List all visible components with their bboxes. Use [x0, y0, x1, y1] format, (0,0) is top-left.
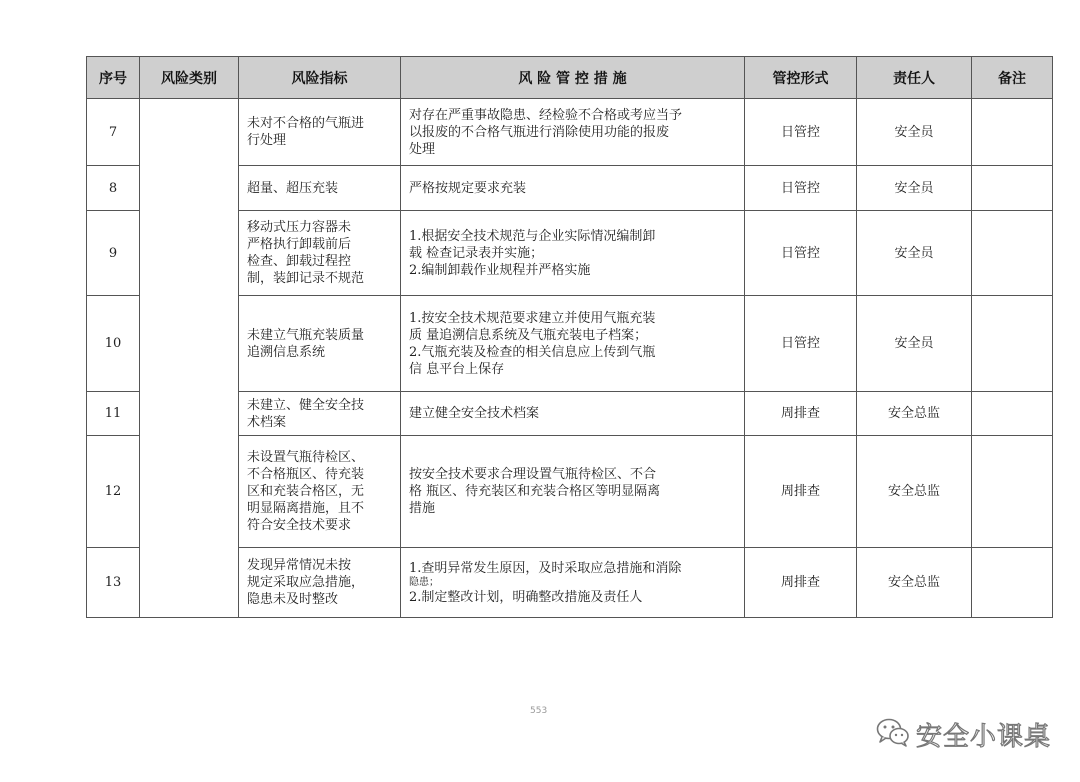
header-remarks: 备注 [972, 57, 1053, 99]
table-row [87, 99, 1053, 166]
risk-category-cell [140, 99, 239, 618]
row-indicator: 未建立、健全安全技 术档案 [239, 392, 401, 436]
row-remarks [972, 436, 1053, 548]
row-remarks [972, 99, 1053, 166]
row-indicator: 超量、超压充装 [239, 166, 401, 211]
wechat-icon [876, 717, 910, 751]
header-seq: 序号 [87, 57, 140, 99]
row-form: 周排查 [745, 392, 857, 436]
row-seq: 7 [87, 99, 140, 166]
row-form: 日管控 [745, 166, 857, 211]
row-form: 日管控 [745, 99, 857, 166]
watermark [876, 716, 1051, 752]
row-indicator: 移动式压力容器未 严格执行卸载前后 检查、卸载过程控 制，装卸记录不规范 [239, 211, 401, 296]
table-header-row [87, 57, 1053, 99]
row-person: 安全总监 [857, 392, 972, 436]
watermark-text: 安全小课桌 [916, 721, 1052, 752]
row-remarks [972, 392, 1053, 436]
row-person: 安全员 [857, 211, 972, 296]
row-measures: 建立健全安全技术档案 [401, 392, 745, 436]
row-remarks [972, 296, 1053, 392]
row-person: 安全总监 [857, 436, 972, 548]
row-measures: 1.按安全技术规范要求建立并使用气瓶充装 质 量追溯信息系统及气瓶充装电子档案； 2.气瓶充装及检查的相关信息应上传到气瓶 信 息平台上保存 [401, 296, 745, 392]
row-form: 周排查 [745, 548, 857, 618]
row-person: 安全员 [857, 166, 972, 211]
row-remarks [972, 211, 1053, 296]
row-indicator: 未设置气瓶待检区、 不合格瓶区、待充装 区和充装合格区，无 明显隔离措施，且不 符合安全技术要求 [239, 436, 401, 548]
risk-control-table [86, 56, 1053, 618]
row-measures: 严格按规定要求充装 [401, 166, 745, 211]
row-seq: 13 [87, 548, 140, 618]
row-measures: 1.根据安全技术规范与企业实际情况编制卸 载 检查记录表并实施； 2.编制卸载作业规程并严格实施 [401, 211, 745, 296]
row-indicator: 未对不合格的气瓶进 行处理 [239, 99, 401, 166]
row-remarks [972, 548, 1053, 618]
row-form: 日管控 [745, 296, 857, 392]
header-indicator: 风险指标 [239, 57, 401, 99]
header-category: 风险类别 [140, 57, 239, 99]
row-seq: 11 [87, 392, 140, 436]
row-person: 安全员 [857, 296, 972, 392]
row-measures: 1.查明异常发生原因，及时采取应急措施和消除 隐患； 2.制定整改计划，明确整改措施及责任人 [401, 548, 745, 618]
row-seq: 10 [87, 296, 140, 392]
row-form: 日管控 [745, 211, 857, 296]
row-indicator: 发现异常情况未按 规定采取应急措施， 隐患未及时整改 [239, 548, 401, 618]
header-form: 管控形式 [745, 57, 857, 99]
row-remarks [972, 166, 1053, 211]
row-person: 安全员 [857, 99, 972, 166]
row-indicator: 未建立气瓶充装质量 追溯信息系统 [239, 296, 401, 392]
header-person: 责任人 [857, 57, 972, 99]
row-seq: 9 [87, 211, 140, 296]
header-measures: 风 险 管 控 措 施 [401, 57, 745, 99]
row-seq: 12 [87, 436, 140, 548]
row-form: 周排查 [745, 436, 857, 548]
page-number: 553 [530, 706, 548, 716]
row-measures: 按安全技术要求合理设置气瓶待检区、不合 格 瓶区、待充装区和充装合格区等明显隔离 措施 [401, 436, 745, 548]
row-person: 安全总监 [857, 548, 972, 618]
row-measures: 对存在严重事故隐患、经检验不合格或考应当予 以报废的不合格气瓶进行消除使用功能的报废 处理 [401, 99, 745, 166]
row-seq: 8 [87, 166, 140, 211]
